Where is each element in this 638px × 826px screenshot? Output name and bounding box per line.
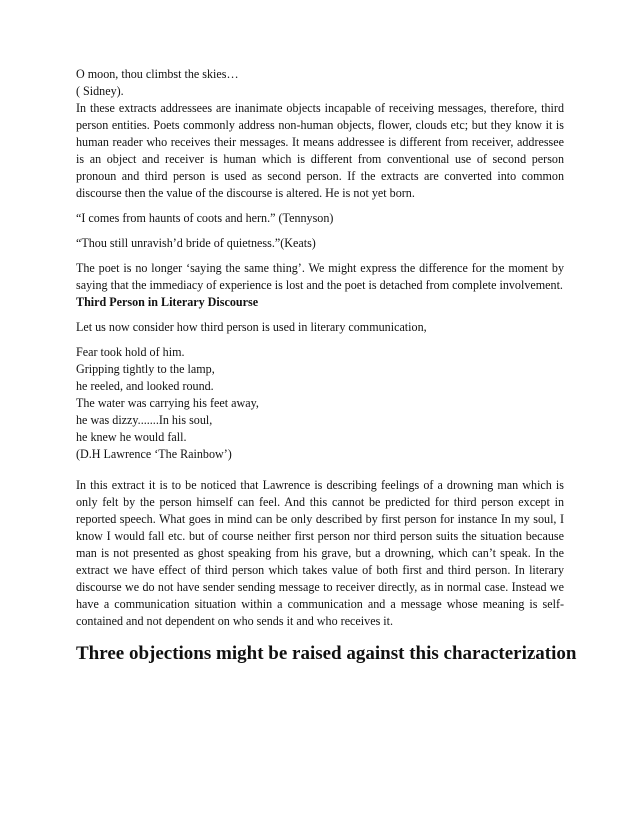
paragraph-lawrence-analysis: In this extract it is to be noticed that Lawrence is describing feelings of a drowning man which is only felt by the person himself can feel. And this cannot be predicted for third person except in reported speech. What goes in mind can be only described by first person for instance In my soul, I know I would fall etc. but of course neither first person nor third person suits the situation because man is not presented as ghost speaking from his grave, but a drowning, which can’t speak. In the extract we have effect of third person which takes value of both first and third person. In literary discourse we do not have sender sending message to receiver directly, as in normal case. Instead we have a communication situation within a communication and a message whose meaning is self-contained and not dependent on who sends it and who receives it. (76, 478, 564, 628)
paragraph-consider: Let us now consider how third person is used in literary communication, (76, 320, 427, 334)
poem-line: he knew he would fall. (76, 430, 187, 444)
poem-attribution: (D.H Lawrence ‘The Rainbow’) (76, 447, 232, 461)
section-heading-objections: Three objections might be raised against this characterization (76, 643, 577, 664)
quote-keats: “Thou still unravish’d bride of quietness.”(Keats) (76, 236, 316, 250)
section-heading-third-person: Third Person in Literary Discourse (76, 295, 259, 309)
poem-excerpt (76, 344, 564, 463)
poem-line: he reeled, and looked round. (76, 379, 214, 393)
paragraph-poet-detached: The poet is no longer ‘saying the same thing’. We might express the difference for the moment by saying that the immediacy of experience is lost and the poet is detached from complete involvement. (76, 261, 564, 292)
intro-line: O moon, thou climbst the skies… (76, 67, 239, 81)
poem-line: he was dizzy.......In his soul, (76, 413, 213, 427)
paragraph-addressees: In these extracts addressees are inanimate objects incapable of receiving messages, therefore, third person entities. Poets commonly address non-human objects, flower, clouds etc; but they know it is human reader who receives their messages. It means addressee is different from receiver, addressee is an object and receiver is human which is different from conventional use of second person pronoun and third person is used as second person. If the extracts are converted into common discourse then the value of the discourse is altered. He is not yet born. (76, 101, 564, 200)
poem-line: Fear took hold of him. (76, 345, 185, 359)
quote-tennyson: “I comes from haunts of coots and hern.” (Tennyson) (76, 211, 334, 225)
document-page (76, 66, 577, 666)
intro-attribution: ( Sidney). (76, 84, 124, 98)
poem-line: Gripping tightly to the lamp, (76, 362, 215, 376)
poem-line: The water was carrying his feet away, (76, 396, 259, 410)
